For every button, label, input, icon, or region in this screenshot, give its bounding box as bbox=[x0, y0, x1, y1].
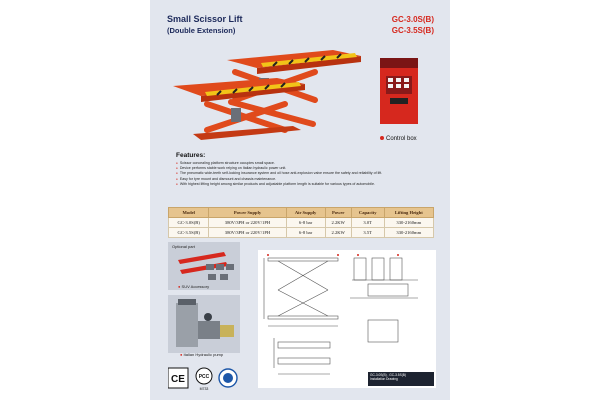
feature-item: ● The pneumatic wide-teeth self-locking insurance system and oil hose anti-explosion valve ensure the safety and reliability of lift. bbox=[176, 171, 431, 176]
model-codes bbox=[392, 14, 434, 36]
drawing-markers bbox=[267, 254, 399, 256]
col-header: Power bbox=[325, 208, 351, 218]
col-header: Air Supply bbox=[286, 208, 325, 218]
product-title bbox=[167, 14, 243, 36]
title-text: Small Scissor Lift bbox=[167, 14, 243, 24]
col-header: Lifting Height bbox=[384, 208, 433, 218]
drawing-caption bbox=[368, 372, 434, 386]
hydraulic-pump-image bbox=[168, 295, 240, 353]
control-box-caption bbox=[380, 136, 417, 142]
table-row bbox=[169, 218, 434, 228]
table-cell: 3.0T bbox=[351, 218, 384, 228]
subtitle-text: (Double Extension) bbox=[167, 26, 236, 35]
features-heading: Features: bbox=[176, 152, 206, 159]
table-cell: 380V/3PH or 220V/1PH bbox=[209, 228, 286, 238]
table-cell: 2.2KW bbox=[325, 228, 351, 238]
table-cell: 6-8 bar bbox=[286, 218, 325, 228]
control-box-image bbox=[376, 56, 422, 126]
drawing-caption-models: GC-3.0S(B) , GC-3.5S(B) bbox=[370, 373, 406, 377]
features-list bbox=[176, 161, 431, 187]
pcc-code: M733 bbox=[199, 387, 209, 391]
front-cylinder bbox=[231, 108, 241, 122]
table-cell: 6-8 bar bbox=[286, 228, 325, 238]
table-cell: GC-3.5S(B) bbox=[169, 228, 209, 238]
control-box-label: Control box bbox=[386, 136, 417, 142]
pump-label-text: Italian Hydraulic pump bbox=[183, 352, 224, 357]
bullet-dot: ● bbox=[180, 352, 184, 357]
feature-item: ● Scissor concealing platform structure occupies small space. bbox=[176, 161, 431, 166]
suv-accessory-image bbox=[168, 242, 240, 290]
spec-header-row bbox=[169, 208, 434, 218]
feature-item: ● With highest lifting height among similar products and adjustable platform length is suitable for various types of automobile. bbox=[176, 182, 431, 187]
col-header: Model bbox=[169, 208, 209, 218]
table-cell: 330-2160mm bbox=[384, 218, 433, 228]
suv-accessory-label bbox=[178, 284, 209, 289]
table-row bbox=[169, 228, 434, 238]
drawing-caption-title: Installation Drawing bbox=[370, 377, 398, 382]
table-cell: 330-2160mm bbox=[384, 228, 433, 238]
model-code-2: GC-3.5S(B) bbox=[391, 26, 434, 35]
feature-item: ● Device performs stable work relying on Italian hydraulic power unit. bbox=[176, 166, 431, 171]
table-cell: 3.5T bbox=[351, 228, 384, 238]
installation-drawing bbox=[258, 250, 436, 388]
scissor-lift-image bbox=[165, 38, 365, 148]
table-cell: 2.2KW bbox=[325, 218, 351, 228]
ce-mark: CE bbox=[171, 374, 185, 385]
model-code-1: GC-3.0S(B) bbox=[391, 15, 434, 24]
spec-table bbox=[168, 207, 434, 238]
hydraulic-pump-panel bbox=[168, 295, 240, 353]
table-cell: GC-3.0S(B) bbox=[169, 218, 209, 228]
feature-item: ● Easy for tyre mount and dismount and chassis maintenance. bbox=[176, 177, 431, 182]
table-cell: 380V/3PH or 220V/1PH bbox=[209, 218, 286, 228]
suv-accessory-text: SUV Accessory bbox=[181, 284, 210, 289]
optional-part-heading: Optional part bbox=[172, 244, 195, 249]
optional-part-panel bbox=[168, 242, 240, 290]
pump-label bbox=[180, 352, 223, 357]
col-header: Power Supply bbox=[209, 208, 286, 218]
bullet-dot: ● bbox=[178, 284, 182, 289]
pcc-mark: PCC bbox=[198, 374, 210, 380]
col-header: Capacity bbox=[351, 208, 384, 218]
bullet-dot bbox=[380, 136, 384, 140]
certification-logos bbox=[168, 366, 243, 392]
